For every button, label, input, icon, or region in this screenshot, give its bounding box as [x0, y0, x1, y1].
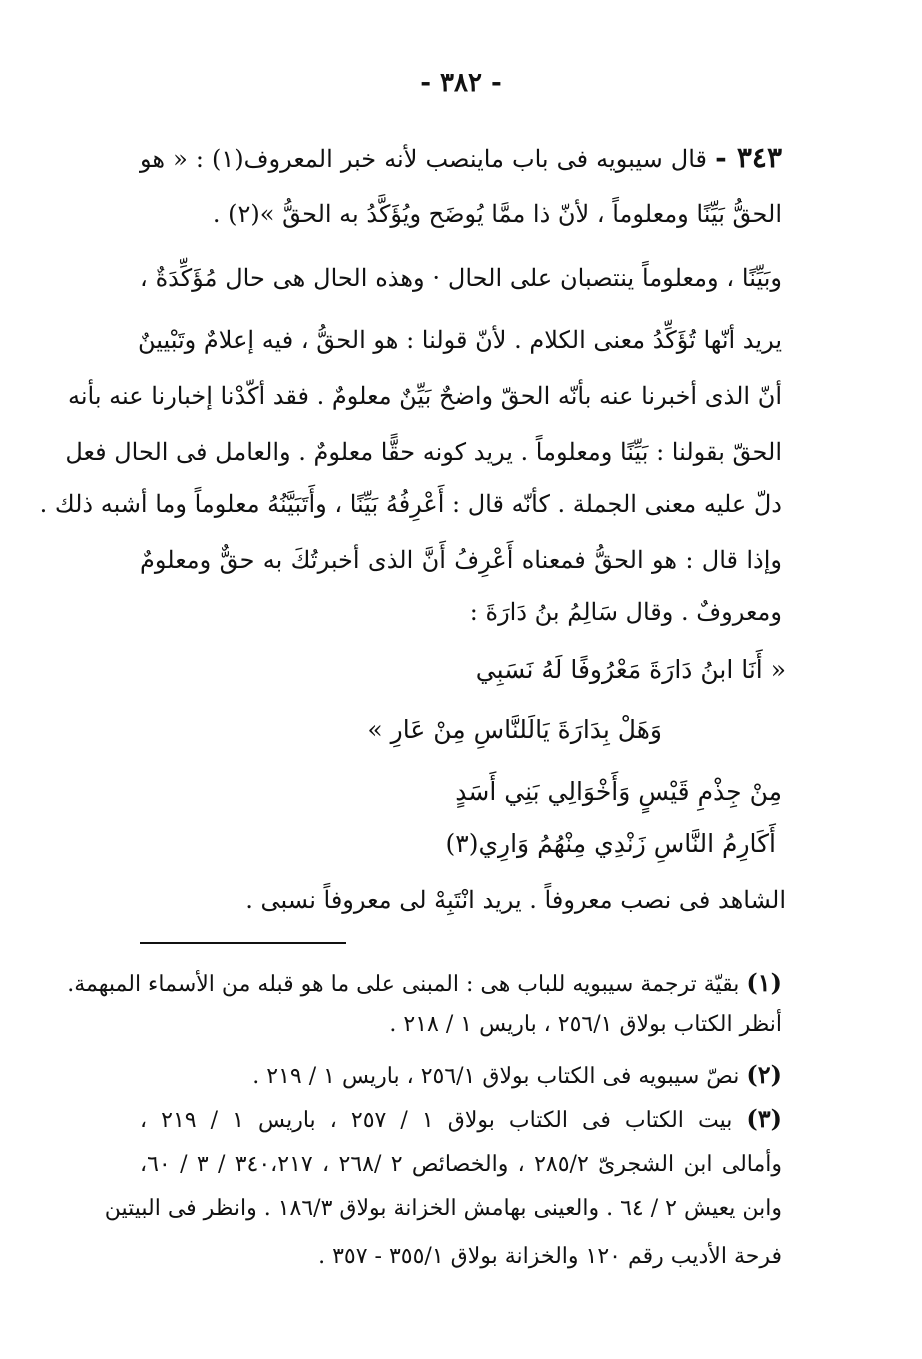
verse-line: وَهَلْ بِدَارَةَ يَالَلنَّاسِ مِنْ عَارِ » — [367, 715, 662, 744]
body-line: يريد أنّها تُؤَكِّدُ معنى الكلام . لأنّ قولنا : هو الحقُّ ، فيه إعلامٌ وتَبْيينٌ — [138, 326, 782, 354]
closing-line: الشاهد فى نصب معروفاً . يريد انْتَبِهْ لى معروفاً نسبى . — [245, 886, 786, 914]
footnote-line — [140, 1100, 782, 1140]
verse-line: « أَنَا ابنُ دَارَةَ مَعْرُوفًا لَهُ نَسَبِي — [475, 655, 786, 684]
footnote-line — [67, 964, 782, 1004]
footnote-line: وابن يعيش ٢ / ٦٤ . والعينى بهامش الخزانة بولاق ١٨٦/٣ . وانظر فى البيتين — [104, 1196, 782, 1221]
body-line: وبَيِّنًا ، ومعلوماً ينتصبان على الحال · وهذه الحال هى حال مُؤَكِّدَةٌ ، — [140, 264, 782, 292]
paragraph-number: ٣٤٣ - — [715, 141, 782, 174]
footnote-line: أنظر الكتاب بولاق ٢٥٦/١ ، باريس ١ / ٢١٨ . — [389, 1012, 782, 1037]
verse-line: أَكَارِمُ النَّاسِ زَنْدِي مِنْهُمُ وَارِي(٣) — [445, 829, 776, 858]
footnote-text: بيت الكتاب فى الكتاب بولاق ١ / ٢٥٧ ، باريس ١ / ٢١٩ ، — [140, 1108, 733, 1133]
verse-line: مِنْ جِذْمِ قَيْسٍ وَأَخْوَالِي بَنِي أَسَدٍ — [455, 777, 782, 806]
page-number: - ٣٨٢ - — [420, 68, 502, 98]
body-line: الحقّ بقولنا : بَيِّنًا ومعلوماً . يريد كونه حقًّا معلومٌ . والعامل فى الحال فعل — [65, 438, 782, 466]
body-line: وإذا قال : هو الحقُّ فمعناه أَعْرِفُ أَنَّ الذى أخبرتُكَ به حقٌّ ومعلومٌ — [140, 546, 782, 574]
body-line: أنّ الذى أخبرنا عنه بأنّه الحقّ واضحٌ بَيِّنٌ معلومٌ . فقد أكّدْنا إخبارنا عنه بأنه — [68, 382, 782, 410]
footnote-line: فرحة الأديب رقم ١٢٠ والخزانة بولاق ٣٥٥/١ - ٣٥٧ . — [318, 1244, 782, 1269]
footnote-number: (١) — [746, 968, 782, 997]
footnote-number: (٢) — [746, 1060, 782, 1089]
body-line: ومعروفٌ . وقال سَالِمُ بنُ دَارَةَ : — [469, 598, 782, 626]
footnote-number: (٣) — [746, 1104, 783, 1133]
footnote-line — [140, 1056, 782, 1096]
footnote-separator — [140, 942, 346, 944]
body-line: الحقُّ بَيِّنًا ومعلوماً ، لأنّ ذا ممَّا يُوضَح ويُؤَكَّدُ به الحقُّ »(٢) . — [212, 200, 782, 228]
footnote-line: وأمالى ابن الشجرىّ ٢٨٥/٢ ، والخصائص ٢ /٢٦٨ ، ٣٤٠،٢١٧ / ٣ / ٦٠، — [140, 1152, 783, 1177]
body-line: دلّ عليه معنى الجملة . كأنّه قال : أَعْرِفُهُ بَيِّنًا ، وأَتَبَيَّنُهُ معلوماً وما أشبه ذلك . — [39, 490, 782, 518]
body-line-text: قال سيبويه فى باب ماينصب لأنه خبر المعروف(١) : « هو — [140, 145, 707, 173]
body-line — [140, 138, 782, 179]
footnote-text: بقيّة ترجمة سيبويه للباب هى : المبنى على ما هو قبله من الأسماء المبهمة. — [67, 972, 740, 997]
footnote-text: نصّ سيبويه فى الكتاب بولاق ٢٥٦/١ ، باريس ١ / ٢١٩ . — [252, 1064, 740, 1089]
